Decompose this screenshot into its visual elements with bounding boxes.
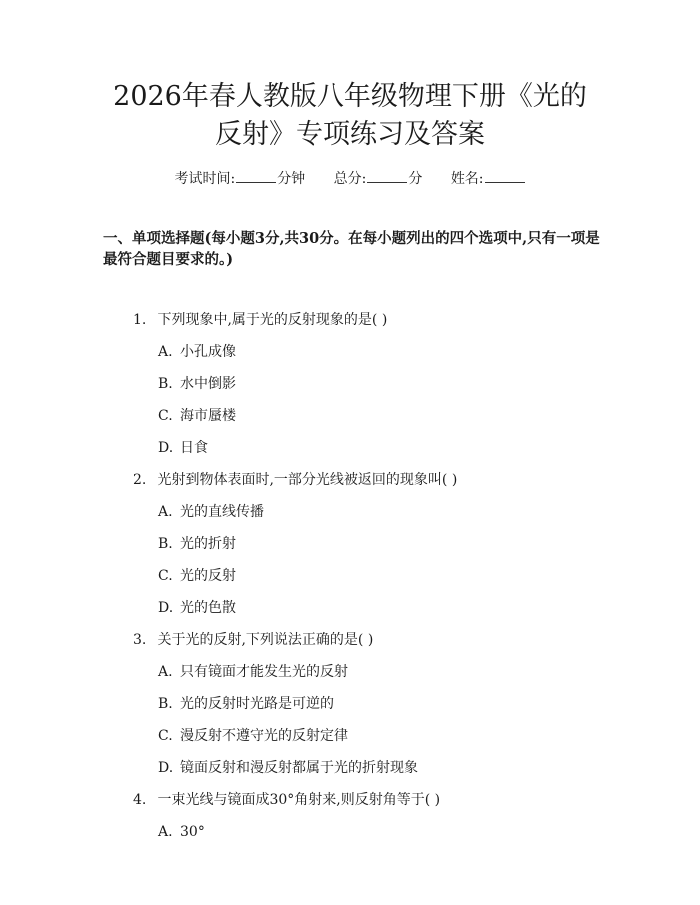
option-text: 光的反射 (180, 568, 236, 584)
question-1-option-d (158, 438, 208, 458)
option-letter: B. (158, 696, 173, 712)
question-4 (133, 790, 440, 810)
question-3-option-c (158, 726, 348, 746)
option-letter: C. (158, 408, 173, 424)
option-text: 光的色散 (180, 600, 236, 616)
question-2 (133, 470, 457, 490)
exam-time-unit: 分钟 (277, 171, 306, 187)
question-text: 关于光的反射,下列说法正确的是( ) (157, 632, 374, 648)
question-3 (133, 630, 373, 650)
option-text: 只有镜面才能发生光的反射 (180, 664, 348, 680)
student-name-label: 姓名: (450, 171, 484, 187)
option-letter: A. (158, 664, 173, 680)
question-number: 4. (133, 792, 147, 808)
question-number: 2. (133, 472, 147, 488)
question-2-option-b (158, 534, 236, 554)
student-name-field (451, 168, 526, 189)
option-letter: B. (158, 536, 173, 552)
question-3-option-a (158, 662, 348, 682)
question-1-option-c (158, 406, 236, 426)
question-text: 光射到物体表面时,一部分光线被返回的现象叫( ) (157, 472, 458, 488)
option-text: 日食 (180, 440, 208, 456)
option-text: 海市蜃楼 (180, 408, 236, 424)
question-text: 一束光线与镜面成30°角射来,则反射角等于( ) (157, 792, 441, 808)
question-3-option-d (158, 758, 418, 778)
exam-time-field (174, 168, 305, 189)
question-text: 下列现象中,属于光的反射现象的是( ) (157, 312, 388, 328)
exam-time-label: 考试时间: (174, 171, 236, 187)
question-number: 3. (133, 632, 147, 648)
question-3-option-b (158, 694, 334, 714)
question-2-option-d (158, 598, 236, 618)
question-2-option-c (158, 566, 236, 586)
total-score-field (334, 168, 423, 189)
option-text: 光的直线传播 (180, 504, 264, 520)
question-1-option-b (158, 374, 236, 394)
total-score-label: 总分: (333, 171, 367, 187)
option-text: 镜面反射和漫反射都属于光的折射现象 (180, 760, 418, 776)
question-2-option-a (158, 502, 264, 522)
option-letter: D. (158, 440, 174, 456)
option-letter: B. (158, 376, 173, 392)
option-letter: A. (158, 504, 173, 520)
student-name-blank (485, 168, 525, 183)
total-score-unit: 分 (408, 171, 423, 187)
option-letter: A. (158, 344, 173, 360)
document-title: 2026年春人教版八年级物理下册《光的反射》专项练习及答案 (113, 81, 587, 150)
option-text: 水中倒影 (180, 376, 236, 392)
question-4-option-a (158, 822, 205, 842)
question-number: 1. (133, 312, 147, 328)
option-text: 漫反射不遵守光的反射定律 (180, 728, 348, 744)
option-letter: D. (158, 600, 174, 616)
option-text: 光的反射时光路是可逆的 (180, 696, 334, 712)
exam-info-line (0, 168, 700, 189)
option-letter: A. (158, 824, 173, 840)
option-text: 小孔成像 (180, 344, 236, 360)
question-1 (133, 310, 387, 330)
question-1-option-a (158, 342, 236, 362)
option-letter: C. (158, 728, 173, 744)
total-score-blank (367, 168, 407, 183)
option-letter: C. (158, 568, 173, 584)
section-heading: 一、单项选择题(每小题3分,共30分。在每小题列出的四个选项中,只有一项是最符合题目要求的。) (103, 230, 600, 268)
option-text: 30° (180, 824, 205, 840)
option-letter: D. (158, 760, 174, 776)
exam-time-blank (236, 168, 276, 183)
option-text: 光的折射 (180, 536, 236, 552)
